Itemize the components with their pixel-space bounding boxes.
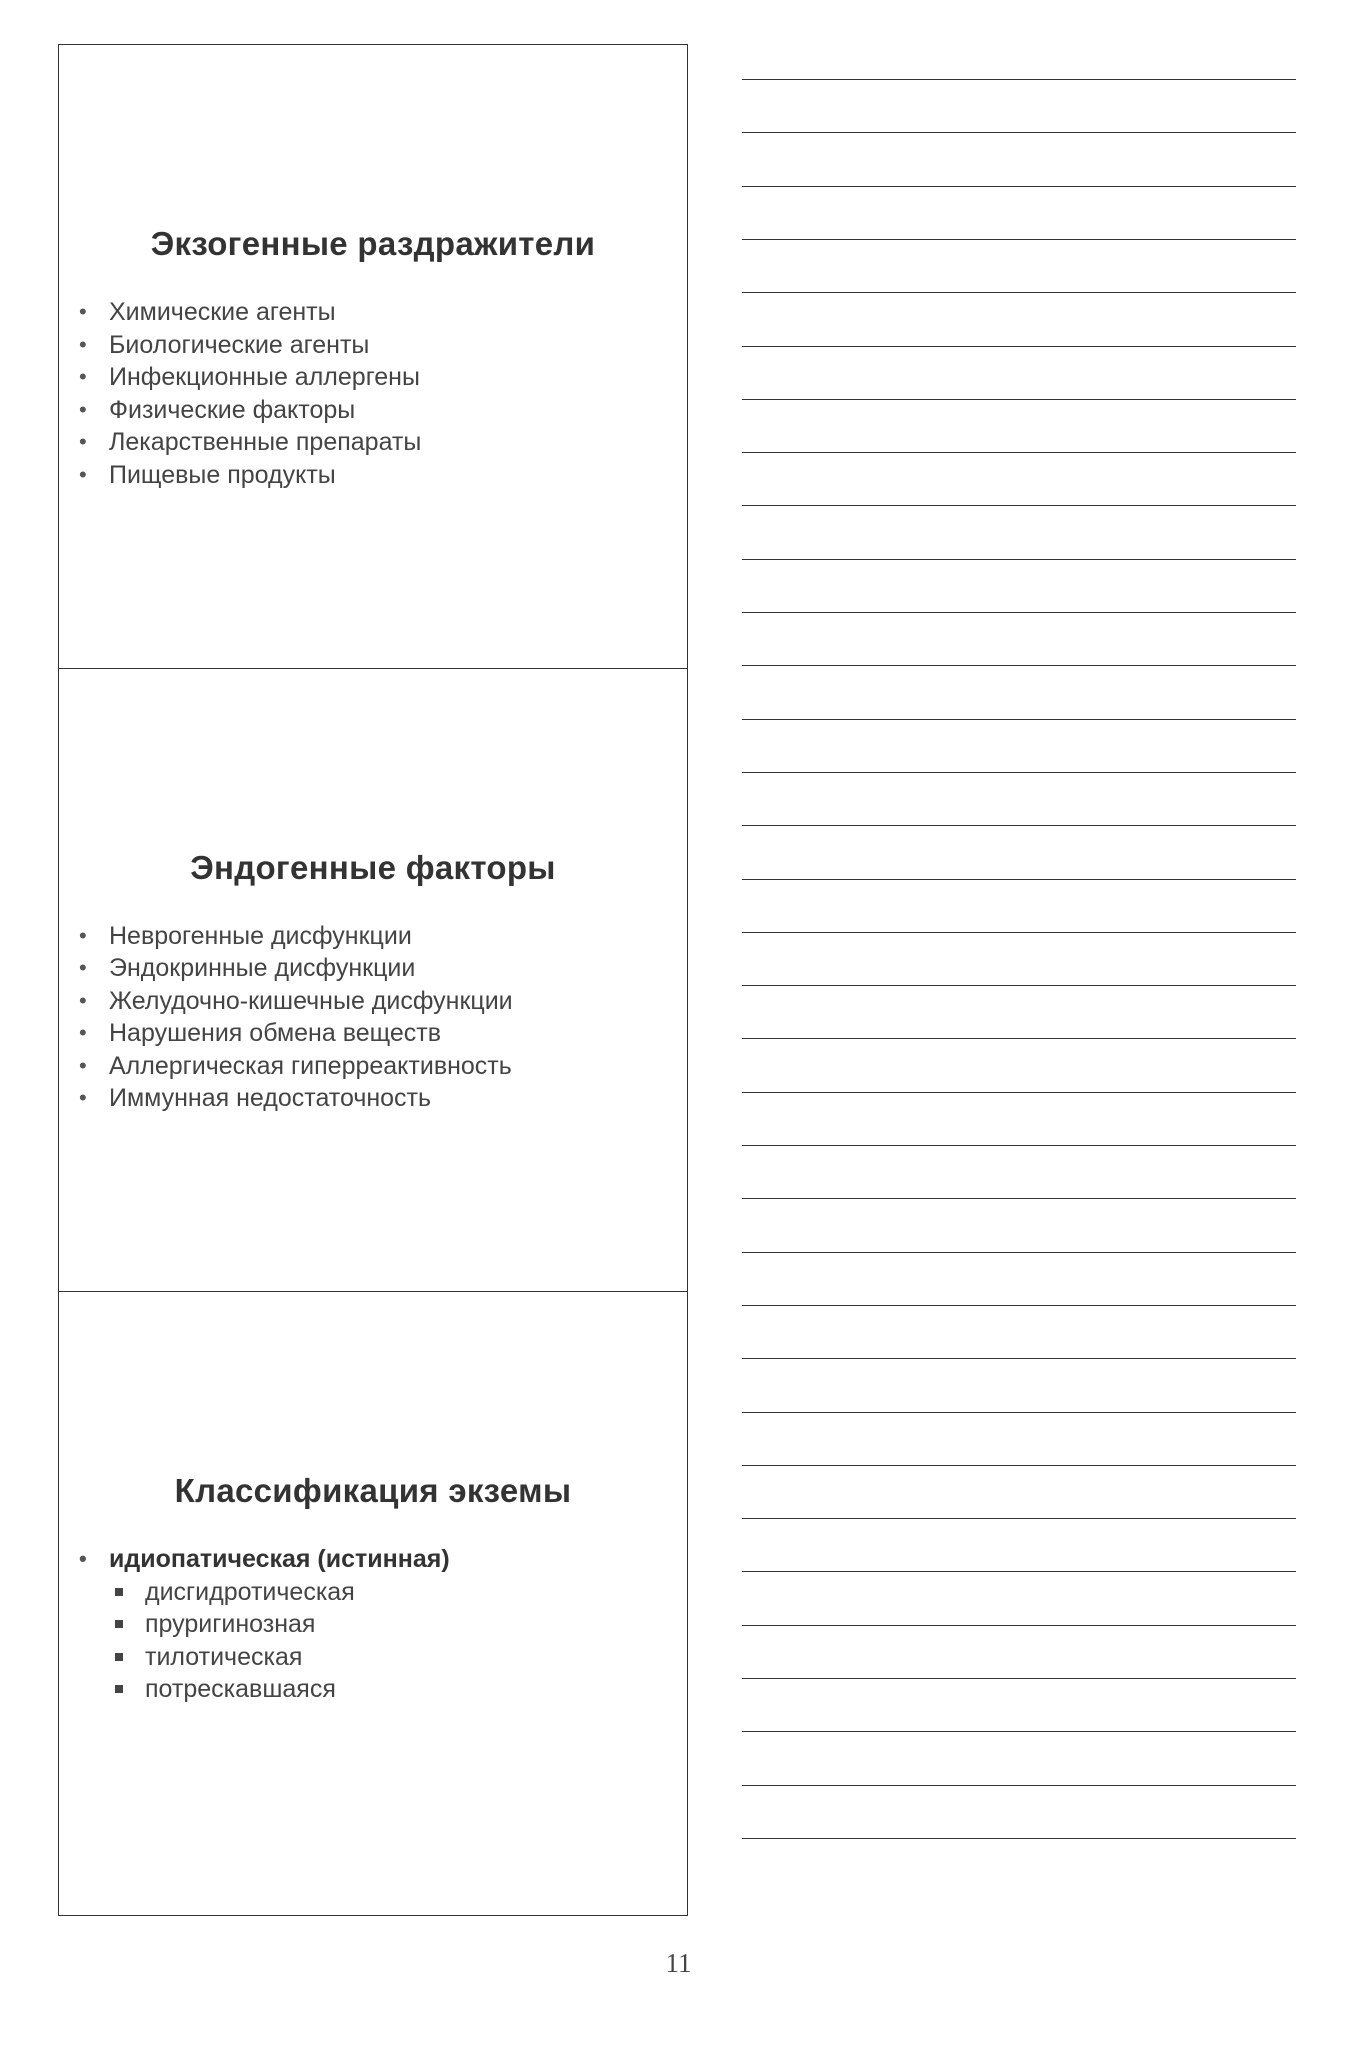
- slide-title: Классификация экземы: [174, 1472, 572, 1510]
- bullet-text: Нарушения обмена веществ: [109, 1019, 442, 1048]
- bullet-dot-icon: •: [79, 955, 87, 981]
- note-line: [742, 452, 1296, 453]
- bullet-item: [71, 329, 421, 362]
- square-bullet-icon: [115, 1685, 123, 1693]
- note-line: [742, 292, 1296, 293]
- bullet-item: [71, 1543, 450, 1706]
- sub-bullet-item: [109, 1608, 450, 1641]
- sub-bullet-item: [109, 1641, 450, 1674]
- sub-bullet-item: [109, 1576, 450, 1609]
- square-bullet-icon: [115, 1653, 123, 1661]
- note-line: [742, 1038, 1296, 1039]
- bullet-text: Неврогенные дисфункции: [109, 921, 412, 950]
- note-line: [742, 1518, 1296, 1519]
- bullet-dot-icon: •: [79, 987, 87, 1013]
- note-line: [742, 879, 1296, 880]
- note-line: [742, 186, 1296, 187]
- bullet-item: [71, 920, 513, 953]
- bullet-text: Физические факторы: [109, 395, 356, 424]
- bullet-item: [71, 1017, 513, 1050]
- sub-bullet-text: потрескавшаяся: [145, 1675, 336, 1704]
- bullet-list: [71, 920, 513, 1115]
- sub-bullet-list: [109, 1576, 450, 1706]
- bullet-list: [71, 1543, 450, 1706]
- note-line: [742, 505, 1296, 506]
- slides-column: [58, 44, 688, 1916]
- bullet-item: [71, 1050, 513, 1083]
- slide: [59, 668, 687, 1292]
- square-bullet-icon: [115, 1588, 123, 1596]
- bullet-item: [71, 361, 421, 394]
- bullet-dot-icon: •: [79, 331, 87, 357]
- bullet-dot-icon: •: [79, 461, 87, 487]
- note-line: [742, 825, 1296, 826]
- note-line: [742, 772, 1296, 773]
- note-line: [742, 559, 1296, 560]
- page-number: 11: [665, 1948, 692, 1978]
- note-line: [742, 665, 1296, 666]
- note-line: [742, 1305, 1296, 1306]
- bullet-text: идиопатическая (истинная): [109, 1545, 450, 1574]
- bullet-dot-icon: •: [79, 1052, 87, 1078]
- bullet-text: Инфекционные аллергены: [109, 363, 420, 391]
- bullet-text: Химические агенты: [109, 298, 336, 326]
- bullet-dot-icon: •: [79, 396, 87, 422]
- bullet-text: Лекарственные препараты: [109, 428, 422, 456]
- square-bullet-icon: [115, 1620, 123, 1628]
- bullet-text: Аллергическая гиперреактивность: [109, 1051, 512, 1080]
- notes-area: [742, 0, 1296, 2050]
- slide: [59, 1291, 687, 1915]
- bullet-item: [71, 296, 421, 329]
- bullet-dot-icon: •: [79, 1020, 87, 1046]
- note-line: [742, 719, 1296, 720]
- note-line: [742, 1412, 1296, 1413]
- note-line: [742, 1838, 1296, 1839]
- bullet-text: Желудочно-кишечные дисфункции: [109, 986, 513, 1015]
- slide: [59, 45, 687, 668]
- sub-bullet-item: [109, 1673, 450, 1706]
- note-line: [742, 239, 1296, 240]
- note-line: [742, 1678, 1296, 1679]
- note-line: [742, 1785, 1296, 1786]
- note-line: [742, 1198, 1296, 1199]
- bullet-item: [71, 952, 513, 985]
- bullet-list: [71, 296, 421, 491]
- bullet-dot-icon: •: [79, 1085, 87, 1111]
- note-line: [742, 399, 1296, 400]
- note-line: [742, 1731, 1296, 1732]
- note-line: [742, 1358, 1296, 1359]
- bullet-text: Пищевые продукты: [109, 460, 336, 489]
- sub-bullet-text: дисгидротическая: [145, 1577, 355, 1606]
- bullet-item: [71, 394, 421, 427]
- slide-title: Экзогенные раздражители: [150, 225, 596, 262]
- note-line: [742, 1571, 1296, 1572]
- note-line: [742, 985, 1296, 986]
- bullet-dot-icon: •: [79, 1546, 87, 1572]
- bullet-dot-icon: •: [79, 922, 87, 948]
- note-line: [742, 612, 1296, 613]
- sub-bullet-text: пруригинозная: [145, 1610, 316, 1639]
- note-line: [742, 1145, 1296, 1146]
- note-line: [742, 132, 1296, 133]
- bullet-dot-icon: •: [79, 429, 87, 454]
- bullet-text: Иммунная недостаточность: [109, 1084, 432, 1113]
- bullet-text: Эндокринные дисфункции: [109, 954, 416, 983]
- note-line: [742, 1252, 1296, 1253]
- note-line: [742, 1625, 1296, 1626]
- note-line: [742, 346, 1296, 347]
- note-line: [742, 932, 1296, 933]
- note-line: [742, 79, 1296, 80]
- bullet-text: Биологические агенты: [109, 330, 370, 359]
- sub-bullet-text: тилотическая: [145, 1642, 303, 1671]
- note-line: [742, 1092, 1296, 1093]
- bullet-item: [71, 985, 513, 1018]
- note-line: [742, 1465, 1296, 1466]
- bullet-item: [71, 426, 421, 459]
- bullet-dot-icon: •: [79, 364, 87, 389]
- bullet-dot-icon: •: [79, 299, 87, 324]
- slide-title: Эндогенные факторы: [190, 848, 556, 886]
- bullet-item: [71, 1082, 513, 1115]
- bullet-item: [71, 459, 421, 492]
